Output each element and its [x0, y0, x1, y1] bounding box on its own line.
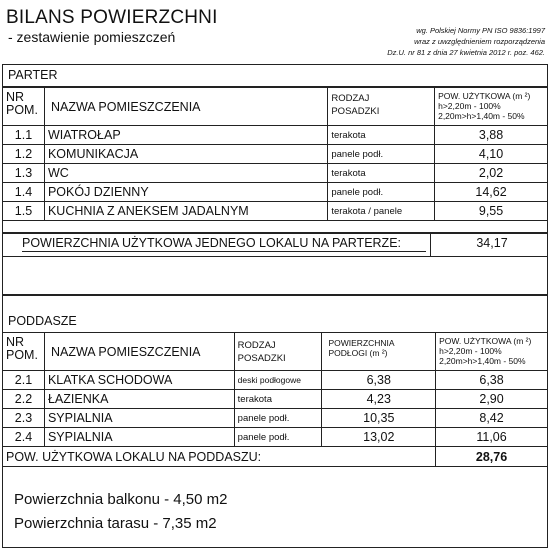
header-usable-area: POW. UŻYTKOWA (m ²) h>2,20m - 100% 2,20m>h>1,40m - 50%	[435, 88, 548, 126]
header-nr: NR POM.	[3, 333, 45, 371]
table-row	[3, 371, 548, 390]
floor-type: panele podł.	[234, 409, 322, 428]
room-name: SYPIALNIA	[44, 409, 234, 428]
header-usable-area: POW. UŻYTKOWA (m ²) h>2,20m - 100% 2,20m>h>1,40m - 50%	[436, 333, 548, 371]
table-row	[3, 409, 548, 428]
balcony-area: Powierzchnia balkonu - 4,50 m2	[14, 491, 228, 508]
room-number: 2.2	[3, 390, 45, 409]
parter-table	[2, 87, 548, 221]
floor-type: panele podł.	[328, 183, 435, 202]
section-label-poddasze: PODDASZE	[8, 314, 77, 328]
room-number: 1.1	[3, 126, 45, 145]
room-number: 2.1	[3, 371, 45, 390]
divider	[2, 256, 548, 257]
room-name: WC	[44, 164, 327, 183]
room-name: KLATKA SCHODOWA	[44, 371, 234, 390]
usable-area: 3,88	[435, 126, 548, 145]
floor-area: 13,02	[322, 428, 436, 447]
room-number: 1.3	[3, 164, 45, 183]
usable-area: 2,90	[436, 390, 548, 409]
header-floor-type: RODZAJ POSADZKI	[234, 333, 322, 371]
section-label-parter: PARTER	[8, 68, 58, 82]
divider	[2, 232, 548, 234]
room-name: WIATROŁAP	[44, 126, 327, 145]
document-title: BILANS POWIERZCHNI	[6, 7, 218, 28]
total-row	[3, 447, 548, 467]
floor-type: terakota / panele	[328, 202, 435, 221]
room-name: KUCHNIA Z ANEKSEM JADALNYM	[44, 202, 327, 221]
document-subtitle: - zestawienie pomieszczeń	[8, 29, 176, 45]
divider	[2, 294, 548, 296]
poddasze-total-value: 28,76	[436, 447, 548, 467]
room-name: KOMUNIKACJA	[44, 145, 327, 164]
usable-area: 6,38	[436, 371, 548, 390]
floor-area: 6,38	[322, 371, 436, 390]
floor-type: deski podłogowe	[234, 371, 322, 390]
table-row	[3, 126, 548, 145]
header-name: NAZWA POMIESZCZENIA	[44, 333, 234, 371]
room-name: POKÓJ DZIENNY	[44, 183, 327, 202]
usable-area: 9,55	[435, 202, 548, 221]
header-floor-type: RODZAJ POSADZKI	[328, 88, 435, 126]
room-name: ŁAZIENKA	[44, 390, 234, 409]
room-name: SYPIALNIA	[44, 428, 234, 447]
floor-type: terakota	[328, 126, 435, 145]
room-number: 2.3	[3, 409, 45, 428]
norm-line: Dz.U. nr 81 z dnia 27 kwietnia 2012 r. poz. 462.	[387, 48, 545, 57]
norm-line: wraz z uwzględnieniem rozporządzenia	[414, 37, 545, 46]
norm-line: wg. Polskiej Normy PN ISO 9836:1997	[416, 26, 545, 35]
floor-area: 10,35	[322, 409, 436, 428]
floor-type: terakota	[328, 164, 435, 183]
table-header-row	[3, 333, 548, 371]
terrace-area: Powierzchnia tarasu - 7,35 m2	[14, 515, 217, 532]
poddasze-total-label: POW. UŻYTKOWA LOKALU NA PODDASZU:	[3, 447, 436, 467]
room-number: 2.4	[3, 428, 45, 447]
table-row	[3, 428, 548, 447]
room-number: 1.5	[3, 202, 45, 221]
table-row	[3, 145, 548, 164]
header-name: NAZWA POMIESZCZENIA	[44, 88, 327, 126]
header-floor-area: POWIERZCHNIA PODŁOGI (m ²)	[322, 333, 436, 371]
usable-area: 2,02	[435, 164, 548, 183]
floor-type: panele podł.	[234, 428, 322, 447]
norm-reference	[387, 25, 545, 58]
parter-total-value: 34,17	[476, 236, 508, 250]
usable-area: 4,10	[435, 145, 548, 164]
header-nr: NR POM.	[3, 88, 45, 126]
usable-area: 8,42	[436, 409, 548, 428]
room-number: 1.4	[3, 183, 45, 202]
usable-area: 14,62	[435, 183, 548, 202]
table-row	[3, 183, 548, 202]
floor-type: terakota	[234, 390, 322, 409]
poddasze-table	[2, 332, 548, 467]
table-row	[3, 164, 548, 183]
table-header-row	[3, 88, 548, 126]
table-row	[3, 202, 548, 221]
divider	[430, 232, 431, 256]
usable-area: 11,06	[436, 428, 548, 447]
floor-type: panele podł.	[328, 145, 435, 164]
table-row	[3, 390, 548, 409]
floor-area: 4,23	[322, 390, 436, 409]
room-number: 1.2	[3, 145, 45, 164]
parter-total-label: POWIERZCHNIA UŻYTKOWA JEDNEGO LOKALU NA PARTERZE:	[22, 236, 426, 252]
